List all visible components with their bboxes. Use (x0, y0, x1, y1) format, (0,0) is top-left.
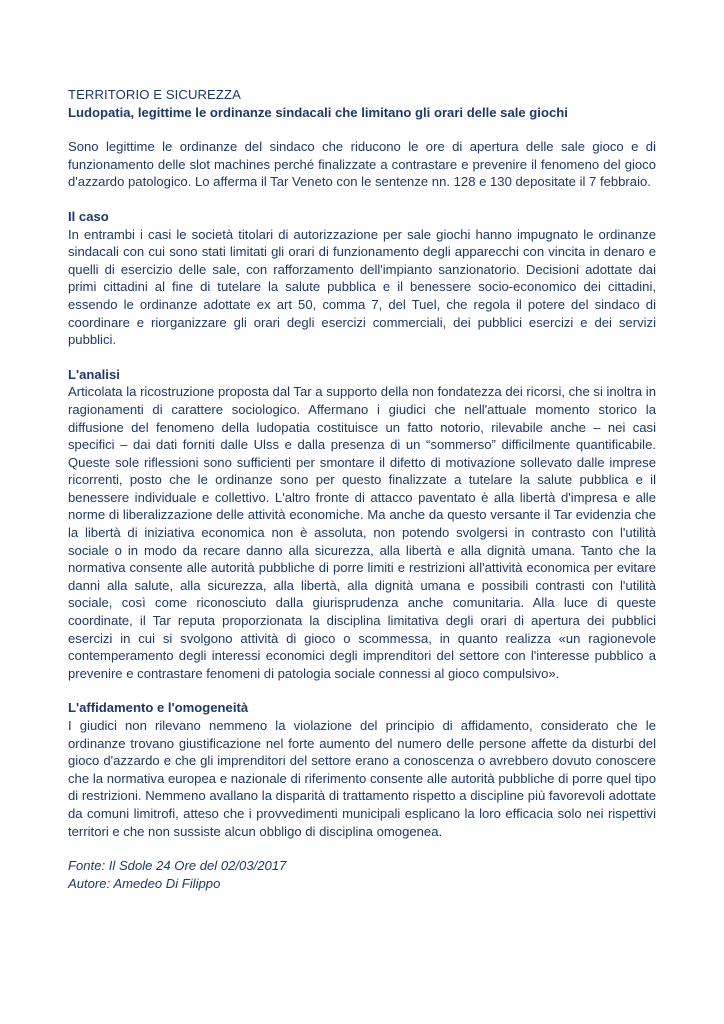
section-heading: Il caso (68, 208, 109, 224)
section-label: TERRITORIO E SICUREZZA (68, 87, 241, 102)
source-credit (68, 857, 656, 892)
section-affidamento (68, 699, 656, 840)
section-il-caso (68, 208, 656, 349)
section-body: I giudici non rilevano nemmeno la violazione del principio di affidamento, considerato che le ordinanze trovano giustificazione nel forte aumento del numero delle persone affette da disturbi del gioco d'azzardo e che gli imprenditori del settore erano a conoscenza o avrebbero dovuto conoscere che la normativa europea e nazionale di riferimento consente alle autorità pubbliche di porre quel tipo di restrizioni. Nemmeno avallano la disparità di trattamento rispetto a discipline più favorevoli adottate da comuni limitrofi, atteso che i provvedimenti municipali esplicano la loro efficacia solo nei rispettivi territori e che non sussiste alcun obbligo di disciplina omogenea. (68, 718, 656, 839)
article-lead: Sono legittime le ordinanze del sindaco che riducono le ore di apertura delle sale gioco e di funzionamento delle slot machines perché finalizzate a contrastare e prevenire il fenomeno del gioco d'azzardo patologico. Lo afferma il Tar Veneto con le sentenze nn. 128 e 130 depositate il 7 febbraio. (68, 139, 656, 190)
author-line: Autore: Amedeo Di Filippo (68, 875, 221, 891)
source-line: Fonte: Il Sdole 24 Ore del 02/03/2017 (68, 858, 287, 874)
section-analisi (68, 366, 656, 683)
section-heading: L'affidamento e l'omogeneità (68, 700, 249, 716)
article-headline: Ludopatia, legittime le ordinanze sindacali che limitano gli orari delle sale giochi (68, 104, 568, 120)
section-heading: L'analisi (68, 366, 120, 382)
article (68, 86, 656, 892)
section-body: Articolata la ricostruzione proposta dal Tar a supporto della non fondatezza dei ricorsi, che si inoltra in ragionamenti di carattere sociologico. Affermano i giudici che nell'attuale momento storico la diffusione del fenomeno della ludopatia costituisce un fatto notorio, rilevabile anche – nei casi specifici – dai dati forniti dalle Ulss e dalla presenza di un “sommerso” difficilmente quantificabile. Queste sole riflessioni sono sufficienti per smontare il difetto di motivazione sollevato dalle imprese ricorrenti, posto che le ordinanze sono per questo finalizzate a tutelare la salute pubblica e il benessere individuale e collettivo. L'altro fronte di attacco paventato è alla libertà d'impresa e alle norme di liberalizzazione delle attività economiche. Ma anche da questo versante il Tar evidenzia che la libertà di iniziativa economica non è assoluta, non potendo svolgersi in contrasto con l'utilità sociale o in modo da recare danno alla sicurezza, alla libertà e alla dignità umana. Tanto che la normativa consente alle autorità pubbliche di porre limiti e restrizioni all'attività economica per evitare danni alla salute, alla sicurezza, alla libertà, alla dignità umana e possibili contrasti con l'utilità sociale, così come riconosciuto dalla giurisprudenza anche comunitaria. Alla luce di queste coordinate, il Tar reputa proporzionata la disciplina limitativa degli orari di apertura dei pubblici esercizi in cui si svolgono attività di gioco o scommessa, in quanto realizza «un ragionevole contemperamento degli interessi economici degli imprenditori del settore con l'interesse pubblico a prevenire e contrastare fenomeni di patologia sociale connessi al gioco compulsivo». (68, 384, 656, 681)
section-body: In entrambi i casi le società titolari di autorizzazione per sale giochi hanno impugnato le ordinanze sindacali con cui sono stati limitati gli orari di funzionamento degli apparecchi con vincita in denaro e quelli di esercizio delle sale, con rafforzamento dell'impianto sanzionatorio. Decisioni adottate dai primi cittadini al fine di tutelare la salute pubblica e il benessere socio-economico dei cittadini, essendo le ordinanze adottate ex art 50, comma 7, del Tuel, che regola il potere del sindaco di coordinare e riorganizzare gli orari degli esercizi commerciali, dei pubblici esercizi e dei servizi pubblici. (68, 226, 656, 348)
